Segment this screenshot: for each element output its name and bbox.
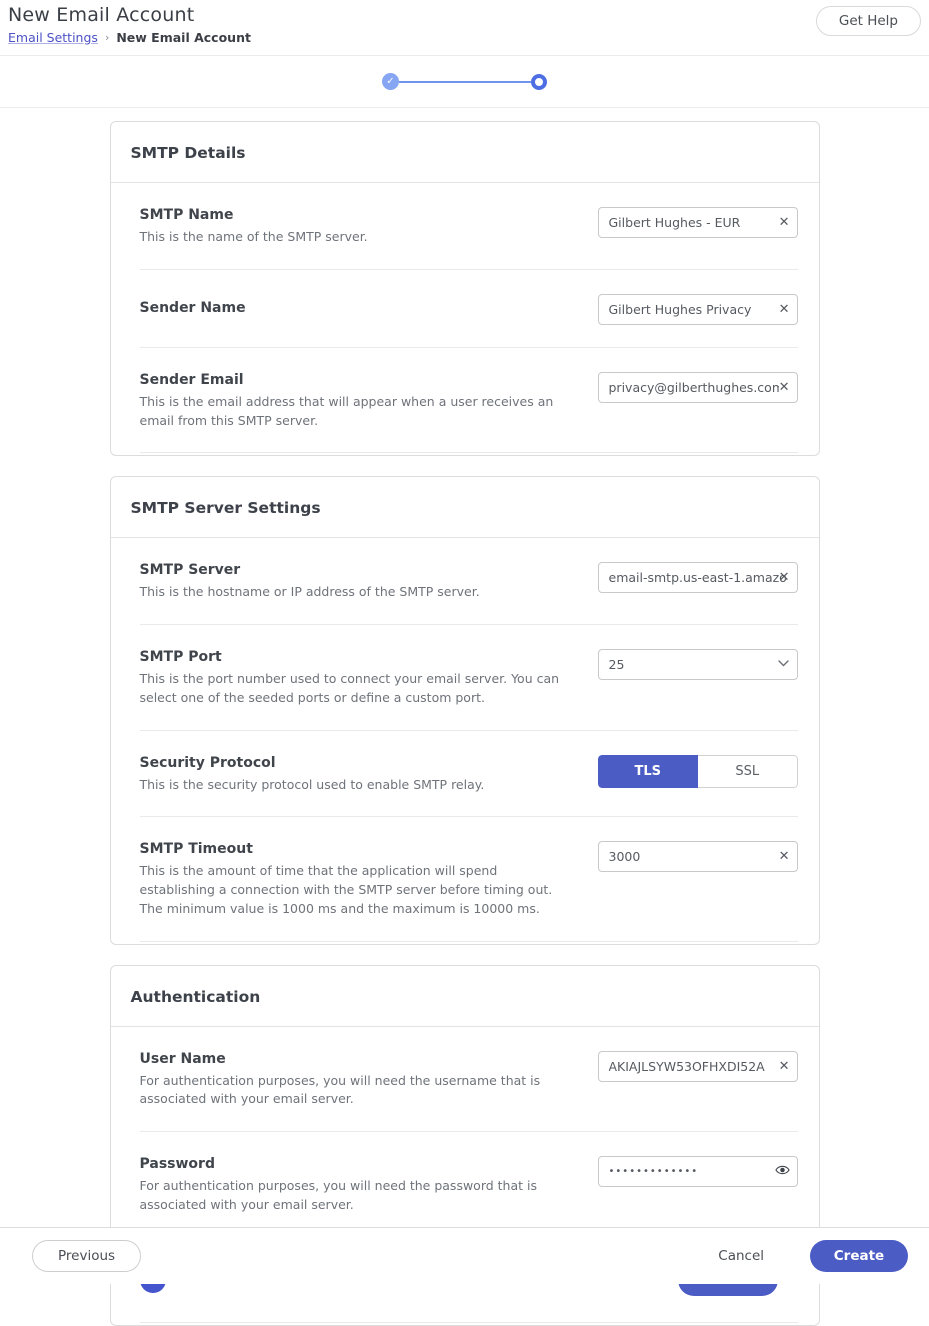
- smtp-port-row: [140, 625, 798, 731]
- smtp-timeout-description: This is the amount of time that the application will spend establishing a connection with the SMTP server before timing out. The minimum value is 1000 ms and the maximum is 10000 ms.: [139, 863, 553, 916]
- smtp-name-input[interactable]: [598, 207, 798, 238]
- sender-email-row: [140, 348, 798, 454]
- step-2-current-icon[interactable]: [531, 74, 547, 90]
- sender-name-row: [140, 270, 798, 348]
- sender-name-label: Sender Name: [139, 299, 246, 316]
- password-label: Password: [139, 1156, 215, 1172]
- smtp-details-title: SMTP Details: [130, 144, 246, 162]
- password-input[interactable]: [598, 1156, 798, 1187]
- smtp-server-settings-title: SMTP Server Settings: [130, 499, 321, 518]
- stepper-connector-line: [399, 81, 531, 83]
- sender-name-clear-icon[interactable]: ✕: [778, 301, 790, 317]
- smtp-server-settings-card: [110, 476, 820, 944]
- smtp-name-row: [140, 183, 798, 270]
- smtp-details-card: [110, 121, 820, 456]
- user-name-row: [140, 1027, 798, 1133]
- smtp-server-clear-icon[interactable]: ✕: [778, 570, 790, 586]
- user-name-input[interactable]: [598, 1051, 798, 1082]
- breadcrumb-separator: ›: [104, 31, 110, 44]
- footer-bar: [0, 1227, 929, 1284]
- sender-email-clear-icon[interactable]: ✕: [778, 379, 790, 395]
- breadcrumb-link-email-settings[interactable]: Email Settings: [8, 30, 98, 45]
- ssl-option-button[interactable]: SSL: [698, 755, 798, 788]
- sender-email-label: Sender Email: [139, 371, 244, 388]
- smtp-name-label: SMTP Name: [139, 207, 234, 223]
- smtp-name-clear-icon[interactable]: ✕: [778, 215, 790, 230]
- smtp-timeout-row: [140, 817, 798, 941]
- smtp-server-description: This is the hostname or IP address of the SMTP server.: [139, 584, 480, 600]
- smtp-timeout-label: SMTP Timeout: [139, 841, 253, 858]
- user-name-clear-icon[interactable]: ✕: [778, 1058, 790, 1074]
- step-1-complete-icon[interactable]: ✓: [382, 73, 399, 90]
- security-protocol-row: [140, 731, 798, 818]
- smtp-server-row: [140, 538, 798, 625]
- smtp-server-input[interactable]: [598, 562, 798, 593]
- smtp-timeout-clear-icon[interactable]: ✕: [778, 849, 790, 865]
- stepper-bar: [0, 56, 929, 108]
- page-header: [0, 0, 929, 56]
- chevron-down-icon: [778, 660, 789, 667]
- smtp-timeout-input[interactable]: [598, 841, 798, 872]
- previous-button[interactable]: Previous: [32, 1240, 141, 1272]
- smtp-port-label: SMTP Port: [139, 649, 222, 665]
- authentication-title: Authentication: [130, 987, 261, 1006]
- user-name-description: For authentication purposes, you will need the username that is associated with your email server.: [139, 1072, 541, 1107]
- cancel-button[interactable]: Cancel: [718, 1248, 764, 1264]
- show-password-eye-icon[interactable]: [775, 1164, 790, 1176]
- sender-email-description: This is the email address that will appear when a user receives an email from this SMTP server.: [139, 393, 554, 428]
- password-description: For authentication purposes, you will need the password that is associated with your email server.: [139, 1178, 538, 1212]
- tls-option-button[interactable]: TLS: [598, 755, 699, 788]
- security-protocol-toggle: [598, 755, 798, 788]
- page-title: New Email Account: [8, 4, 195, 26]
- wizard-stepper: [382, 73, 547, 90]
- get-help-button[interactable]: Get Help: [816, 6, 921, 36]
- sender-email-input[interactable]: [598, 372, 798, 403]
- security-protocol-label: Security Protocol: [139, 754, 276, 771]
- create-button[interactable]: Create: [810, 1240, 908, 1272]
- smtp-port-select[interactable]: [598, 649, 798, 680]
- smtp-port-selected-value: 25: [608, 657, 625, 672]
- security-protocol-description: This is the security protocol used to enable SMTP relay.: [139, 776, 485, 792]
- smtp-server-label: SMTP Server: [139, 562, 241, 579]
- smtp-port-description: This is the port number used to connect your email server. You can select one of the seeded ports or define a custom port.: [139, 671, 560, 705]
- sender-name-input[interactable]: [598, 294, 798, 325]
- user-name-label: User Name: [139, 1050, 226, 1067]
- main-content: [0, 108, 929, 1326]
- password-row: [140, 1132, 798, 1238]
- smtp-name-description: This is the name of the SMTP server.: [139, 229, 368, 244]
- breadcrumb-current: New Email Account: [116, 30, 251, 45]
- breadcrumb: [8, 30, 921, 45]
